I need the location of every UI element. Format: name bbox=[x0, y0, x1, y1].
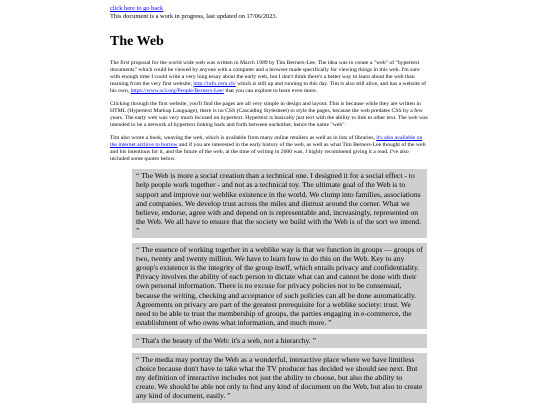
first-website-link[interactable]: http://info.cern.ch/ bbox=[193, 81, 236, 88]
intro-text-a: The first proposal for the world wide web was written in March 1989 by Tim Berners-Lee. The idea was to create a "web" of "hypertext documents" which could be viewed by anyone with a computer and a browser made specifically for viewing things in this web. I'm sure with enough time I could write a very long essay about the early web, but I don't think there's a better way to learn about the web than learning from the very first website; bbox=[110, 60, 420, 88]
intro-paragraph bbox=[110, 60, 428, 95]
intro-text-b: which is still up and running to this day. Tim is also still alive, and has a website of his own, bbox=[110, 81, 427, 95]
quotes-list bbox=[132, 169, 427, 402]
status-text: This document is a work in progress, last updated on 17/06/2023. bbox=[110, 12, 278, 20]
design-paragraph: Clicking through the first website, you'll find the pages are all very simple in design and layout. This is because while they are written in HTML (Hypertext Markup Language), there is no CSS (Cascading Stylesheet) to style the pages, because the web predates CSS by a few years. The early web was very much focused on hypertext. Hypertext is basically just text with the ability to link to other text. The web was intended to be a network of hypertext linking back and forth between eachother, hence the name "web". bbox=[110, 101, 428, 129]
quote-block: “ The Web is more a social creation than a technical one. I designed it for a social effect - to help people work together - and not as a technical toy. The ultimate goal of the Web is to support and improve our weblike existence in the world. We clump into families, associations and companies. We develop trust across the miles and distrust around the corner. What we believe, endorse, agree with and depend on is representable and, increasingly, represented on the Web. We all have to ensure that the society we build with the Web is of the sort we intend. ” bbox=[132, 169, 427, 237]
intro-text-c: that you can explore to learn even more. bbox=[224, 88, 318, 95]
berners-lee-website-link[interactable]: https://www.w3.org/People/Berners-Lee/ bbox=[130, 88, 225, 95]
quote-block: “ The essence of working together in a weblike way is that we function in groups — groups of two, twenty and twenty million. We have to learn how to do this on the Web. Key to any group's existence is the integrity of the group itself, which entails privacy and confidentiality. Privacy involves the ability of each person to dictate what can and cannot be done with their own personal information. There is no excuse for privacy policies not to be consensual, because the writing, checking and acceptance of such policies can all be done automatically. Agreements on privacy are part of the greatest prerequisite for a weblike society: trust. We need to be able to trust the membership of groups, the parties engaging in e-commerce, the establishment of who owns what information, and much more. ” bbox=[132, 243, 427, 330]
quote-block: “ The media may portray the Web as a wonderful, interactive place where we have limitless choice because don't have to take what the TV producer has decided we should see next. But my definition of interactive includes not just the ability to choose, but also the ability to create. We should be able not only to find any kind of document on the Web, but also to create any kind of document, easily. ” bbox=[132, 353, 427, 403]
quote-block: “ That's the beauty of the Web: it's a web, not a hierarchy. ” bbox=[132, 334, 427, 347]
book-text-b: and if you are interested in the early history of the web, as well as what Tim Berners-Lee thought of the web and his intentions for it, and the future of the web, at the time of writing in 2000 was, I highly recommend giving it a read. I've also included some quotes below. bbox=[110, 142, 426, 163]
book-text-a: Tim also wrote a book, weaving the web, which is available from many online retailers as well as in lots of libraries, bbox=[110, 135, 377, 142]
page-header bbox=[110, 5, 428, 20]
back-link[interactable]: click here to go back bbox=[110, 5, 164, 12]
page-content bbox=[110, 5, 428, 408]
internet-archive-link[interactable]: it's also available on the internet archive to borrow bbox=[110, 135, 423, 149]
page-title: The Web bbox=[110, 34, 164, 50]
book-paragraph bbox=[110, 135, 428, 163]
